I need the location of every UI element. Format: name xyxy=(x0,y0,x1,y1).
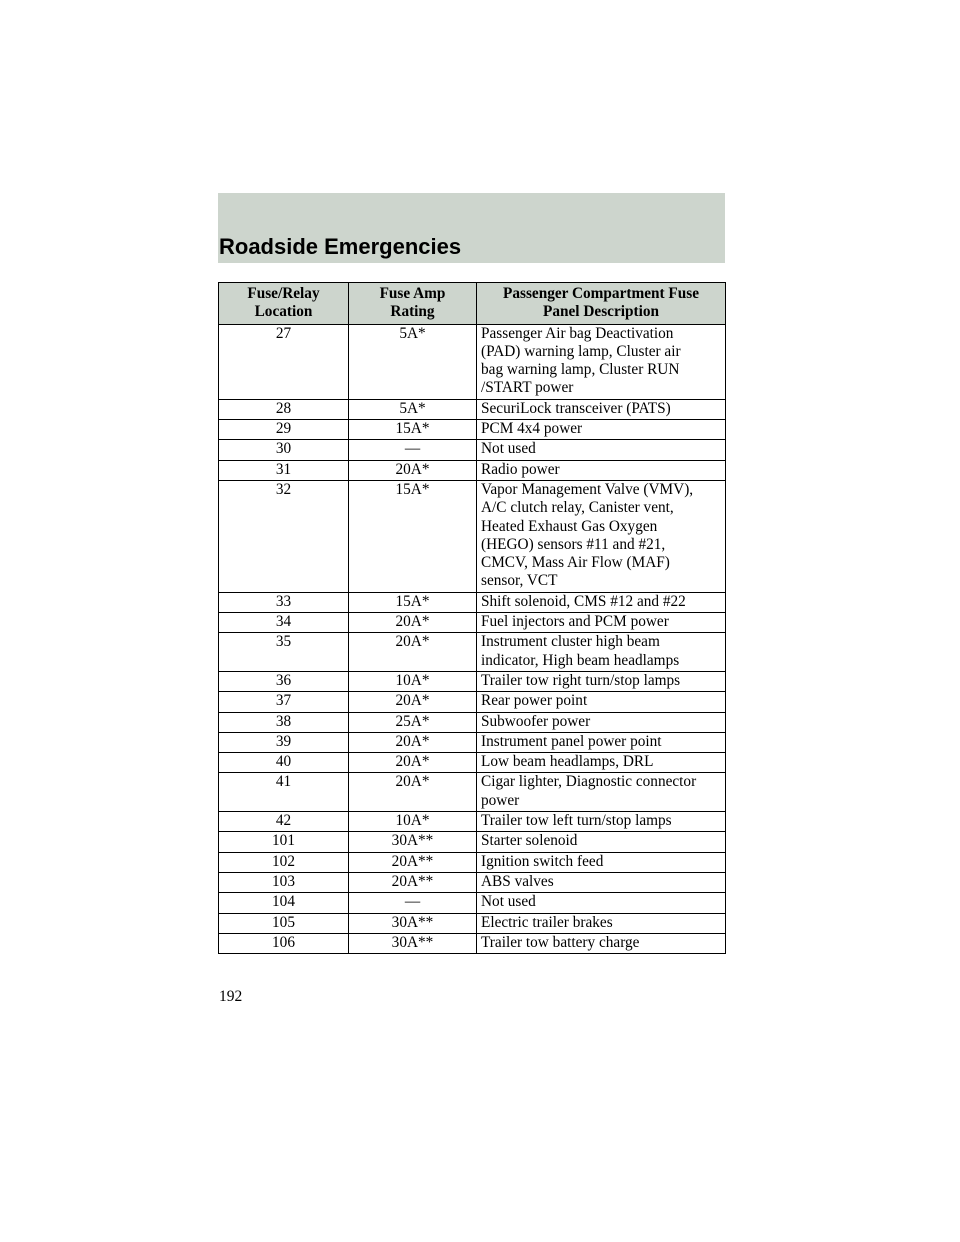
table-row xyxy=(219,753,726,773)
header-location xyxy=(219,283,349,325)
description-line: PCM 4x4 power xyxy=(481,420,583,438)
description-line: Instrument panel power point xyxy=(481,732,662,750)
table-row xyxy=(219,440,726,460)
fuse-description-cell xyxy=(477,613,726,633)
description-line: Radio power xyxy=(481,460,560,478)
description-line: Not used xyxy=(481,893,536,911)
fuse-location-cell: 35 xyxy=(219,633,349,672)
fuse-description-cell xyxy=(477,773,726,812)
fuse-description-cell xyxy=(477,893,726,913)
description-line: indicator, High beam headlamps xyxy=(481,651,680,669)
header-description-line: Passenger Compartment Fuse xyxy=(503,285,699,302)
header-location-line: Location xyxy=(254,303,313,321)
description-line: Heated Exhaust Gas Oxygen xyxy=(481,517,658,535)
fuse-location-cell: 28 xyxy=(219,399,349,419)
fuse-description-cell xyxy=(477,420,726,440)
fuse-description-cell xyxy=(477,812,726,832)
fuse-amp-cell: 20A* xyxy=(349,692,477,712)
table-row xyxy=(219,671,726,691)
table-row xyxy=(219,613,726,633)
fuse-location-cell: 42 xyxy=(219,812,349,832)
fuse-amp-cell: 30A** xyxy=(349,832,477,852)
description-line: Vapor Management Valve (VMV), xyxy=(481,480,694,498)
description-line: /START power xyxy=(481,379,574,397)
description-line: Subwoofer power xyxy=(481,712,591,730)
section-title: Roadside Emergencies xyxy=(219,234,462,259)
description-line: sensor, VCT xyxy=(481,572,558,590)
fuse-amp-cell: 10A* xyxy=(349,812,477,832)
fuse-description-cell xyxy=(477,913,726,933)
fuse-location-cell: 30 xyxy=(219,440,349,460)
fuse-amp-cell: — xyxy=(349,440,477,460)
description-line: Starter solenoid xyxy=(481,832,578,850)
description-line: (HEGO) sensors #11 and #21, xyxy=(481,535,666,553)
fuse-amp-cell: 20A* xyxy=(349,773,477,812)
fuse-location-cell: 103 xyxy=(219,872,349,892)
fuse-description-cell xyxy=(477,692,726,712)
fuse-amp-cell: 30A** xyxy=(349,913,477,933)
fuse-description-cell xyxy=(477,633,726,672)
header-amp-line: Rating xyxy=(390,303,435,321)
table-row xyxy=(219,893,726,913)
description-line: (PAD) warning lamp, Cluster air xyxy=(481,342,681,360)
fuse-description-cell xyxy=(477,480,726,592)
description-line: Low beam headlamps, DRL xyxy=(481,753,654,771)
description-line: Not used xyxy=(481,440,536,458)
page-number: 192 xyxy=(219,988,243,1005)
fuse-location-cell: 32 xyxy=(219,480,349,592)
fuse-location-cell: 37 xyxy=(219,692,349,712)
fuse-description-cell xyxy=(477,460,726,480)
table-row xyxy=(219,460,726,480)
fuse-location-cell: 27 xyxy=(219,324,349,399)
description-line: A/C clutch relay, Canister vent, xyxy=(481,499,674,517)
table-row xyxy=(219,324,726,399)
fuse-location-cell: 34 xyxy=(219,613,349,633)
description-line: Trailer tow left turn/stop lamps xyxy=(481,812,672,830)
fuse-description-cell xyxy=(477,399,726,419)
fuse-location-cell: 31 xyxy=(219,460,349,480)
fuse-location-cell: 33 xyxy=(219,592,349,612)
fuse-amp-cell: — xyxy=(349,893,477,913)
fuse-location-cell: 29 xyxy=(219,420,349,440)
description-line: Electric trailer brakes xyxy=(481,913,613,931)
fuse-description-cell xyxy=(477,852,726,872)
table-row xyxy=(219,480,726,592)
fuse-location-cell: 38 xyxy=(219,712,349,732)
fuse-description-cell xyxy=(477,732,726,752)
fuse-table-header xyxy=(219,283,726,325)
table-row xyxy=(219,399,726,419)
fuse-amp-cell: 20A* xyxy=(349,613,477,633)
description-line: Passenger Air bag Deactivation xyxy=(481,324,674,342)
fuse-description-cell xyxy=(477,872,726,892)
description-line: bag warning lamp, Cluster RUN xyxy=(481,361,680,379)
fuse-location-cell: 101 xyxy=(219,832,349,852)
fuse-amp-cell: 20A* xyxy=(349,732,477,752)
description-line: Cigar lighter, Diagnostic connector xyxy=(481,773,697,791)
table-row xyxy=(219,933,726,953)
header-description xyxy=(477,283,726,325)
fuse-amp-cell: 20A* xyxy=(349,460,477,480)
description-line: Fuel injectors and PCM power xyxy=(481,613,669,631)
header-row xyxy=(219,283,726,325)
fuse-location-cell: 36 xyxy=(219,671,349,691)
fuse-amp-cell: 15A* xyxy=(349,480,477,592)
description-line: Shift solenoid, CMS #12 and #22 xyxy=(481,592,686,610)
fuse-description-cell xyxy=(477,324,726,399)
fuse-amp-cell: 20A* xyxy=(349,753,477,773)
fuse-amp-cell: 25A* xyxy=(349,712,477,732)
fuse-amp-cell: 20A** xyxy=(349,872,477,892)
table-row xyxy=(219,420,726,440)
fuse-description-cell xyxy=(477,440,726,460)
description-line: Rear power point xyxy=(481,692,588,710)
table-row xyxy=(219,592,726,612)
fuse-description-cell xyxy=(477,712,726,732)
description-line: Ignition switch feed xyxy=(481,852,604,870)
table-row xyxy=(219,832,726,852)
description-line: power xyxy=(481,791,520,809)
fuse-description-cell xyxy=(477,753,726,773)
description-line: Trailer tow battery charge xyxy=(481,933,640,951)
fuse-description-cell xyxy=(477,671,726,691)
fuse-description-cell xyxy=(477,933,726,953)
fuse-amp-cell: 10A* xyxy=(349,671,477,691)
fuse-location-cell: 106 xyxy=(219,933,349,953)
fuse-amp-cell: 20A** xyxy=(349,852,477,872)
fuse-location-cell: 105 xyxy=(219,913,349,933)
fuse-location-cell: 104 xyxy=(219,893,349,913)
fuse-amp-cell: 30A** xyxy=(349,933,477,953)
header-location-line: Fuse/Relay xyxy=(247,285,320,302)
table-row xyxy=(219,773,726,812)
fuse-location-cell: 40 xyxy=(219,753,349,773)
fuse-description-cell xyxy=(477,592,726,612)
fuse-description-cell xyxy=(477,832,726,852)
table-row xyxy=(219,633,726,672)
fuse-location-cell: 41 xyxy=(219,773,349,812)
fuse-amp-cell: 5A* xyxy=(349,399,477,419)
table-row xyxy=(219,872,726,892)
table-row xyxy=(219,732,726,752)
description-line: Instrument cluster high beam xyxy=(481,633,660,651)
header-amp xyxy=(349,283,477,325)
fuse-amp-cell: 20A* xyxy=(349,633,477,672)
table-row xyxy=(219,913,726,933)
table-row xyxy=(219,852,726,872)
fuse-location-cell: 102 xyxy=(219,852,349,872)
table-row xyxy=(219,712,726,732)
description-line: Trailer tow right turn/stop lamps xyxy=(481,671,681,689)
table-row xyxy=(219,812,726,832)
fuse-amp-cell: 5A* xyxy=(349,324,477,399)
table-row xyxy=(219,692,726,712)
header-description-line: Panel Description xyxy=(543,303,659,321)
fuse-table xyxy=(218,282,726,954)
description-line: ABS valves xyxy=(481,872,554,890)
header-amp-line: Fuse Amp xyxy=(379,285,446,302)
fuse-amp-cell: 15A* xyxy=(349,592,477,612)
fuse-amp-cell: 15A* xyxy=(349,420,477,440)
fuse-location-cell: 39 xyxy=(219,732,349,752)
description-line: SecuriLock transceiver (PATS) xyxy=(481,399,671,417)
fuse-table-body xyxy=(219,324,726,954)
description-line: CMCV, Mass Air Flow (MAF) xyxy=(481,554,670,572)
